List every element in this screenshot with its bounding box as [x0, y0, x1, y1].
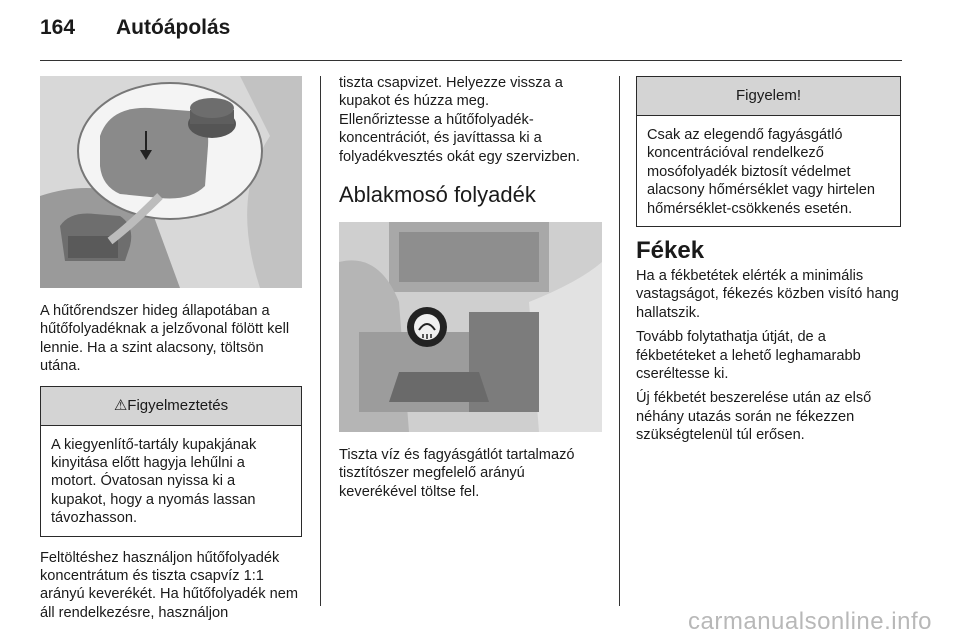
column-1: [40, 76, 302, 622]
coolant-reservoir-drawing: [40, 76, 302, 288]
column-divider: [619, 76, 620, 606]
coolant-reservoir-illustration: [40, 76, 302, 288]
page-number: 164: [40, 16, 76, 39]
column-3: [636, 76, 901, 445]
washer-reservoir-drawing: [339, 222, 602, 432]
continue-driving-paragraph: Tovább folytathatja útját, de a fékbetéteket a lehető leghamarabb cseréltesse ki.: [636, 329, 861, 383]
warning-box-body: A kiegyenlítő-tartály kupakjának kinyitása előtt hagyja lehűlni a motort. Óvatosan nyissa ki a kupakot, hogy a nyomás lassan távozhasson.: [51, 436, 257, 527]
column-divider: [320, 76, 321, 606]
warning-box-title: [41, 387, 301, 426]
warning-box: [40, 386, 302, 537]
new-pads-paragraph: Új fékbetét beszerelése után az első néhány utazás során ne fékezzen szükségtelenül túl erősen.: [636, 390, 872, 444]
coolant-level-paragraph: A hűtőrendszer hideg állapotában a hűtőfolyadéknak a jelzővonal fölött kell lennie. Ha a szint alacsony, töltsön utána.: [40, 303, 290, 375]
washer-fluid-heading: Ablakmosó folyadék: [339, 182, 536, 208]
warning-title-text: Figyelmeztetés: [127, 396, 229, 414]
notice-box-body: Csak az elegendő fagyásgátló koncentrációval rendelkező mosófolyadék biztosít védelmet alacsony hőmérséklet vagy hirtelen hőmérséklet-csökkenés esetén.: [647, 127, 875, 217]
header-divider: [40, 60, 902, 61]
concentration-paragraph: Ellenőriztesse a hűtőfolyadék-koncentrációt, és javíttassa ki a folyadékvesztés okát egy szervizben.: [339, 111, 580, 165]
watermark: carmanualsonline.info: [688, 608, 932, 635]
brake-pads-paragraph: Ha a fékbetétek elérték a minimális vastagságot, fékezés közben visító hang hallatszik.: [636, 268, 899, 321]
coolant-refill-paragraph: Feltöltéshez használjon hűtőfolyadék koncentrátum és tiszta csapvíz 1:1 arányú keverékét. Ha hűtőfolyadék nem áll rendelkezésre, használjon: [40, 549, 298, 621]
column-2: [339, 74, 602, 501]
warning-triangle-icon: ⚠: [113, 396, 128, 414]
notice-box-title: Figyelem!: [637, 77, 900, 116]
notice-box: [636, 76, 901, 227]
page-header: [40, 16, 230, 46]
brakes-heading: Fékek: [636, 237, 705, 265]
washer-fill-paragraph: Tiszta víz és fagyásgátlót tartalmazó tisztítószer megfelelő arányú keverékével töltse fel.: [339, 447, 575, 500]
cap-paragraph: tiszta csapvizet. Helyezze vissza a kupakot és húzza meg.: [339, 75, 563, 110]
chapter-title: Autóápolás: [116, 16, 231, 39]
washer-reservoir-illustration: [339, 222, 602, 432]
